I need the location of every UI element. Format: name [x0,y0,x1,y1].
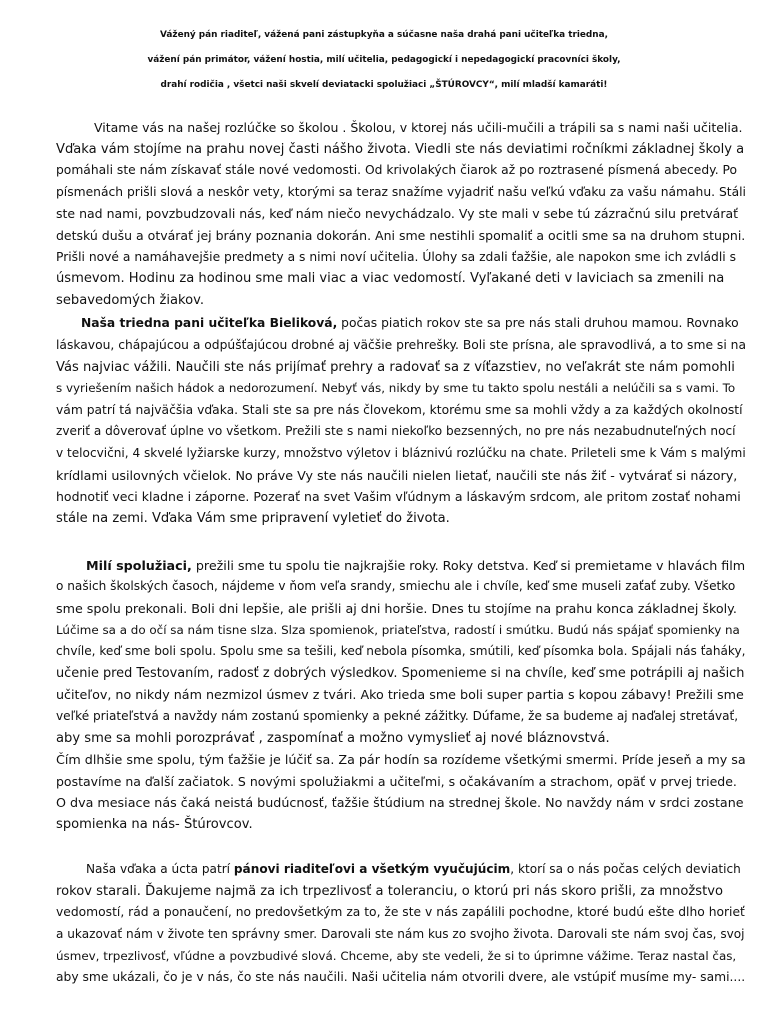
text-line: O dva mesiace nás čaká neistá budúcnosť, ťažšie štúdium na strednej škole. No navždy nám v srdci zostane [56,795,744,811]
paragraph-gap [56,529,746,551]
text-line: zveriť a dôverovať úplne vo všetkom. Prežili ste s nami niekoľko bezsenných, no pre nás nezabudnuteľných nocí [56,424,736,439]
text-line: úsmevom. Hodinu za hodinou sme mali viac a viac vedomostí. Vyľakané deti v laviciach sa zmenili na [56,271,725,287]
paragraph-thanks [56,859,746,989]
text-line: spomienka na nás- Štúrovcov. [56,817,253,832]
text-line: stále na zemi. Vďaka Vám sme pripravení vyletieť do života. [56,510,450,526]
text-line: hodnotiť veci kladne i záporne. Pozerať na svet Vašim vľúdnym a láskavým srdcom, ale pritom zostať nohami [56,489,741,505]
text-line: veľké priateľstvá a navždy nám zostanú spomienky a pekné zážitky. Dúfame, že sa budeme aj naďalej stretávať, [56,709,739,724]
text-line: Vďaka vám stojíme na prahu novej časti nášho života. Viedli ste nás deviatimi ročníkmi základnej školy a [56,141,745,157]
bold-lead: Milí spolužiaci, [86,557,192,573]
salutation-line: Vážený pán riaditeľ, vážená pani zástupkyňa a súčasne naša drahá pani učiteľka triedna, [160,30,608,40]
text-line: aby sme sa mohli porozprávať , zaspomínať a možno vymyslieť aj nové bláznovstvá. [56,730,610,746]
text-line: aby sme ukázali, čo je v nás, čo ste nás naučili. Naši učitelia nám otvorili dvere, ale vstúpiť musíme my- sami.... [56,970,746,985]
text-line: postavíme na ďalší začiatok. S novými spolužiakmi a učiteľmi, s očakávaním a strachom, opäť v prvej triede. [56,773,737,789]
text-line: s vyriešením našich hádok a nedorozumení. Nebyť vás, nikdy by sme tu takto spolu nestáli a nelúčili sa s vami. To [56,381,736,396]
text-line: Prišli nové a namáhavejšie predmety a s nimi noví učitelia. Úlohy sa zdali ťažšie, ale napokon sme ich zvládli s [56,249,737,264]
text-line: v telocvični, 4 skvelé lyžiarske kurzy, množstvo výletov i bláznivú rozlúčku na chate. Prileteli sme k Vám s malými [56,445,746,460]
text-line: vedomostí, rád a ponaučení, no predovšetkým za to, že ste v nás zapálili pochodne, ktoré budú ešte dlho horieť [56,905,745,920]
paragraph-class-teacher [56,313,746,529]
paragraph-welcome [56,117,746,311]
text-line: Vitame vás na našej rozlúčke so školou . Školou, v ktorej nás učili-mučili a trápili sa s nami naši učitelia. [94,120,743,135]
text-line: vám patrí tá najväčšia vďaka. Stali ste sa pre nás človekom, ktorému sme sa mohli vždy a za každých okolností [56,402,743,417]
text-line: a ukazovať nám v živote ten správny smer. Darovali ste nám kus zo svojho života. Darovali ste nám svoj čas, svoj [56,926,745,941]
paragraph-classmates [56,555,746,836]
text-line: pomáhali ste nám získavať stále nové vedomosti. Od krivolakých čiarok až po roztrasené písmená abecedy. Po [56,163,738,178]
text-line: láskavou, chápajúcou a odpúšťajúcou drobné aj väčšie prehrešky. Boli ste prísna, ale spravodlivá, a to sme si na [56,337,746,352]
speech-body [56,117,746,989]
text-line: Milí spolužiaci, prežili sme tu spolu tie najkrajšie roky. Roky detstva. Keď si premietame v hlavách film [86,557,746,573]
text-line: ste nad nami, povzbudzovali nás, keď nám niečo nevychádzalo. Vy ste mali v sebe tú zázračnú silu pretvárať [56,206,739,222]
text-line: chvíle, keď sme boli spolu. Spolu sme sa tešili, keď nebola písomka, smútili, keď písomka bola. Spájali nás ťaháky, [56,644,746,659]
text-line: Čím dlhšie sme spolu, tým ťažšie je lúčiť sa. Za pár hodín sa rozídeme všetkými smermi. Príde jeseň a my sa [56,752,746,768]
text-line: detskú dušu a otvárať jej brány poznania dokorán. Ani sme nestihli spomaliť a ocitli sme sa na druhom stupni. [56,227,746,243]
text-line: Vás najviac vážili. Naučili ste nás prijímať prehry a radovať sa z víťazstiev, no veľakrát ste nám pomohli [56,359,735,375]
text-line: učiteľov, no nikdy nám nezmizol úsmev z tvári. Ako trieda sme boli super partia s kopou zábavy! Prežili sme [56,687,744,703]
text-line: učenie pred Testovaním, radosť z dobrých výsledkov. Spomenieme si na chvíle, keď sme potrápili aj našich [56,665,745,681]
text-line: úsmev, trpezlivosť, vľúdne a povzbudivé slová. Chceme, aby ste vedeli, že si to úprimne vážime. Teraz nastal čas, [56,948,737,963]
text-line: Naša triedna pani učiteľka Bieliková, počas piatich rokov ste sa pre nás stali druhou mamou. Rovnako [81,316,739,331]
bold-lead: pánovi riaditeľovi a všetkým vyučujúcim [233,862,511,877]
text-line: o našich školských časoch, nájdeme v ňom veľa srandy, smiechu ale i chvíle, keď sme museli zaťať zuby. Všetko [56,579,736,594]
text-line: Naša vďaka a úcta patrí pánovi riaditeľovi a všetkým vyučujúcim, ktorí sa o nás počas celých deviatich [86,862,741,877]
salutation-line: vážení pán primátor, vážení hostia, milí učitelia, pedagogickí i nepedagogickí pracovníci školy, [147,55,621,65]
salutation-header [0,25,768,100]
text-line: písmenách prišli slová a neskôr vety, ktorými sa teraz snažíme vyjadriť našu veľkú vďaku za vašu námahu. Stáli [56,184,746,199]
salutation-line: drahí rodičia , všetci naši skvelí deviatacki spolužiaci „ŠTÚROVCY“, milí mladší kamaráti! [160,80,608,90]
paragraph-gap [56,836,746,858]
text-line: krídlami usilovných včielok. No práve Vy ste nás naučili nielen lietať, naučili ste nás žiť - vytvárať si názory, [56,467,738,483]
text-line: rokov starali. Ďakujeme najmä za ich trpezlivosť a toleranciu, o ktorú pri nás skoro prišli, za množstvo [56,883,723,899]
bold-lead: Naša triedna pani učiteľka Bieliková, [81,316,338,331]
text-line: sme spolu prekonali. Boli dni lepšie, ale prišli aj dni horšie. Dnes tu stojíme na prahu konca základnej školy. [56,601,737,617]
text-line: Lúčime sa a do očí sa nám tisne slza. Slza spomienok, priateľstva, radostí i smútku. Budú nás spájať spomienky na [56,622,740,637]
text-line: sebavedomých žiakov. [56,292,205,308]
